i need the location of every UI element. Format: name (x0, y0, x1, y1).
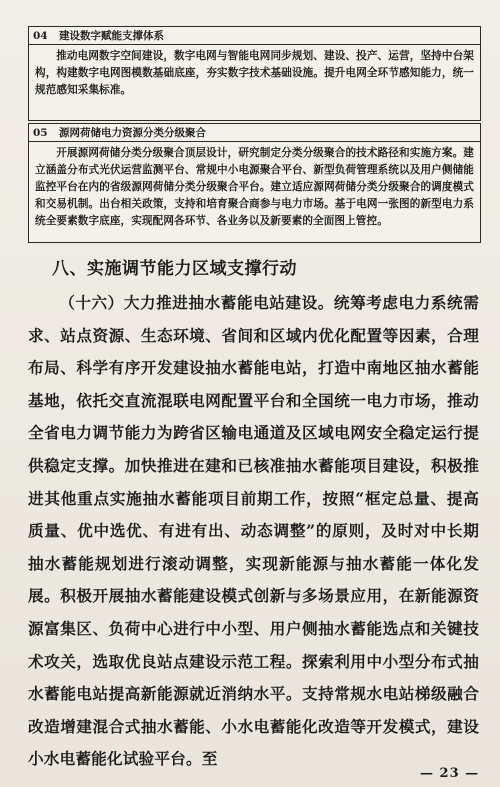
box-body (29, 142, 480, 234)
box-body (29, 45, 480, 103)
key-task-box-04 (28, 26, 481, 121)
box-number: 04 (33, 30, 48, 42)
box-body-text: 开展源网荷储分类分级聚合顶层设计，研究制定分类分级聚合的技术路径和实施方案。建立涵盖分布式光伏运营监测平台、常规中小电源聚合平台、新型负荷管理系统以及用户侧储能监控平台在内的省级源网荷储分类分级聚合平台。建立适应源网荷储分类分级聚合的调度模式和交易机制。出台相关政策，支持和培育聚合商参与电力市场。基于电网一张图的新型电力系统全要素数字底座，实现配网各环节、各业务以及新要素的全面图上管控。 (35, 147, 474, 227)
box-header (29, 27, 480, 45)
box-header (29, 124, 480, 142)
box-number: 05 (33, 127, 48, 139)
box-body-text: 推动电网数字空间建设，数字电网与智能电网同步规划、建设、投产、运营，坚持中台架构，构建数字电网图模数基础底座，夯实数字技术基础设施。提升电网全环节感知能力，统一规范感知采集标准。 (35, 50, 474, 96)
body-paragraph-container (28, 287, 479, 776)
key-task-box-05 (28, 123, 481, 243)
page-number: — 23 — (420, 766, 480, 781)
body-paragraph: （十六）大力推进抽水蓄能电站建设。统筹考虑电力系统需求、站点资源、生态环境、省间和区域内优化配置等因素，合理布局、科学有序开发建设抽水蓄能电站，打造中南地区抽水蓄能基地，依托交直流混联电网配置平台和全国统一电力市场，推动全省电力调节能力为跨省区输电通道及区域电网安全稳定运行提供稳定支撑。加快推进在建和已核准抽水蓄能项目建设，积极推进其他重点实施抽水蓄能项目前期工作，按照“框定总量、提高质量、优中选优、有进有出、动态调整”的原则，及时对中长期抽水蓄能规划进行滚动调整，实现新能源与抽水蓄能一体化发展。积极开展抽水蓄能建设模式创新与多场景应用，在新能源资源富集区、负荷中心进行中小型、用户侧抽水蓄能选点和关键技术攻关，选取优良站点建设示范工程。探索利用中小型分布式抽水蓄能电站提高新能源就近消纳水平。支持常规水电站梯级融合改造增建混合式抽水蓄能、小水电蓄能化改造等开发模式，建设小水电蓄能化试验平台。至 (28, 293, 479, 769)
box-title: 源网荷储电力资源分类分级聚合 (59, 127, 206, 139)
box-title: 建设数字赋能支撑体系 (59, 30, 164, 42)
section-heading: 八、实施调节能力区域支撑行动 (52, 259, 297, 279)
